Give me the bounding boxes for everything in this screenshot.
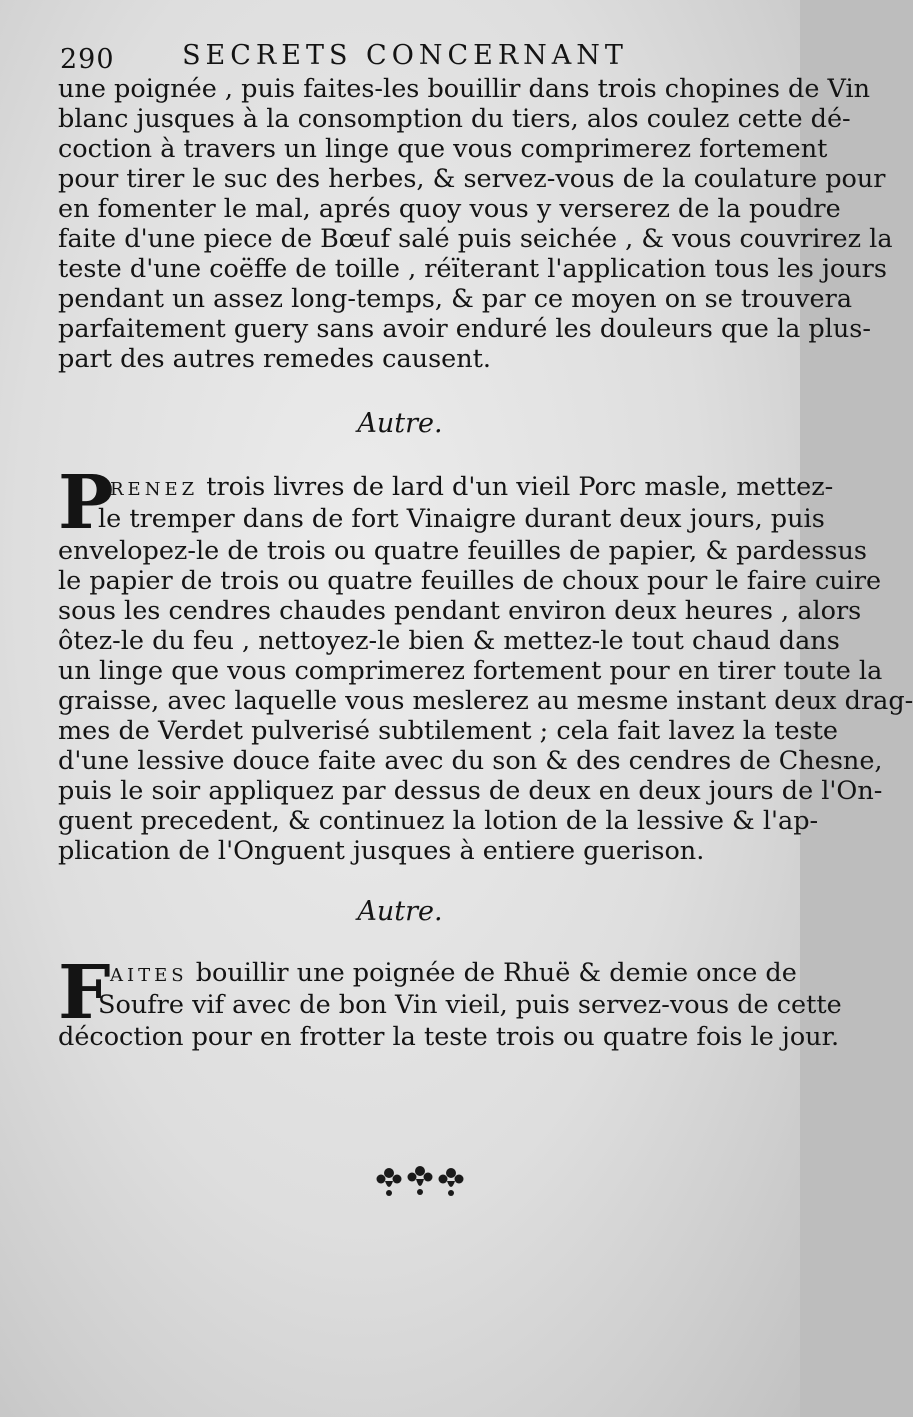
running-head: SECRETS CONCERNANT bbox=[182, 40, 628, 71]
text-line: sous les cendres chaudes pendant environ deux heures , alors bbox=[58, 596, 862, 626]
text-line: puis le soir appliquez par dessus de deux en deux jours de l'On- bbox=[58, 776, 883, 806]
text-line: mes de Verdet pulverisé subtilement ; cela fait lavez la teste bbox=[58, 716, 838, 746]
text-line: Soufre vif avec de bon Vin vieil, puis servez-vous de cette bbox=[98, 990, 842, 1020]
text-line: une poignée , puis faites-les bouillir dans trois chopines de Vin bbox=[58, 74, 871, 104]
text-line: pendant un assez long-temps, & par ce moyen on se trouvera bbox=[58, 284, 853, 314]
text-line: un linge que vous comprimerez fortement pour en tirer toute la bbox=[58, 656, 883, 686]
text-line: parfaitement guery sans avoir enduré les douleurs que la plus- bbox=[58, 314, 871, 344]
text-line: décoction pour en frotter la teste trois ou quatre fois le jour. bbox=[58, 1022, 840, 1052]
text-line: plication de l'Onguent jusques à entiere guerison. bbox=[58, 836, 705, 866]
text-line: faite d'une piece de Bœuf salé puis seichée , & vous couvrirez la bbox=[58, 224, 893, 254]
fleuron-right bbox=[439, 1168, 464, 1196]
text-line: graisse, avec laquelle vous meslerez au mesme instant deux drag- bbox=[58, 686, 913, 716]
text-line: en fomenter le mal, aprés quoy vous y verserez de la poudre bbox=[58, 194, 841, 224]
page-number: 290 bbox=[60, 44, 115, 75]
text-line: pour tirer le suc des herbes, & servez-vous de la coulature pour bbox=[58, 164, 886, 194]
text-line: part des autres remedes causent. bbox=[58, 344, 492, 374]
text-line: guent precedent, & continuez la lotion de la lessive & l'ap- bbox=[58, 806, 819, 836]
first-line-text: bouillir une poignée de Rhuë & demie once de bbox=[195, 958, 797, 988]
drop-cap: P bbox=[58, 460, 114, 546]
section-heading: Autre. bbox=[357, 896, 443, 927]
first-word-smallcaps: AITES bbox=[110, 965, 188, 986]
text-line: d'une lessive douce faite avec du son & des cendres de Chesne, bbox=[58, 746, 883, 776]
text-line: coction à travers un linge que vous comprimerez fortement bbox=[58, 134, 828, 164]
text-line: envelopez-le de trois ou quatre feuilles de papier, & pardessus bbox=[58, 536, 867, 566]
fleuron-ornament bbox=[374, 1163, 466, 1199]
fleuron-center bbox=[408, 1166, 433, 1195]
page-header bbox=[60, 38, 750, 74]
text-line: blanc jusques à la consomption du tiers, alos coulez cette dé- bbox=[58, 104, 851, 134]
text-line bbox=[110, 958, 797, 991]
text-line: le papier de trois ou quatre feuilles de choux pour le faire cuire bbox=[58, 566, 882, 596]
text-line bbox=[110, 472, 834, 505]
text-line: le tremper dans de fort Vinaigre durant deux jours, puis bbox=[98, 504, 825, 534]
text-line: ôtez-le du feu , nettoyez-le bien & mettez-le tout chaud dans bbox=[58, 626, 840, 656]
fleuron-left bbox=[377, 1168, 402, 1196]
first-line-text: trois livres de lard d'un vieil Porc masle, mettez- bbox=[206, 472, 834, 502]
text-line: teste d'une coëffe de toille , réïterant l'application tous les jours bbox=[58, 254, 887, 284]
section-heading: Autre. bbox=[357, 408, 443, 439]
drop-cap: F bbox=[58, 950, 111, 1036]
first-word-smallcaps: RENEZ bbox=[110, 479, 199, 500]
